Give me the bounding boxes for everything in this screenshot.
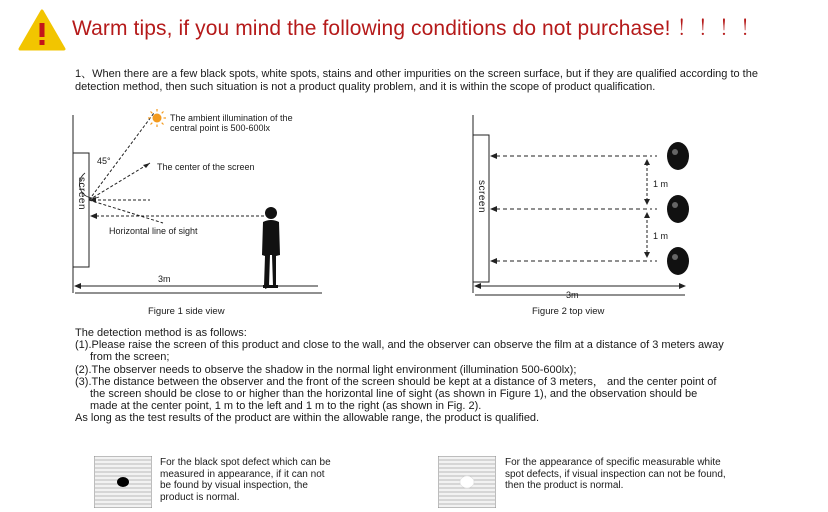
white-spot-swatch xyxy=(438,456,496,508)
black-spot-note xyxy=(160,457,370,503)
black-note-line4: product is normal. xyxy=(160,491,240,503)
black-note-line2: measured in appearance, if it can not xyxy=(160,468,325,480)
white-spot-note xyxy=(505,457,765,492)
warning-icon xyxy=(18,9,66,51)
method-heading: The detection method is as follows: xyxy=(75,327,247,339)
screen-label-top: screen xyxy=(476,180,487,214)
white-note-line3: then the product is normal. xyxy=(505,480,624,491)
black-note-line1: For the black spot defect which can be xyxy=(160,457,331,468)
gap-label-1: 1 m xyxy=(653,179,669,189)
step-3-cont2: made at the center point, 1 m to the left and 1 m to the right (as shown in Fig. 2). xyxy=(90,400,482,413)
observer-silhouette xyxy=(262,207,280,288)
observer-head-icon xyxy=(667,142,689,275)
step-3: (3).The distance between the observer and the front of the screen should be kept at a distance of 3 meters， and the center point of xyxy=(75,375,717,388)
conclusion: As long as the test results of the product are within the allowable range, the product is qualified. xyxy=(75,412,540,425)
screen-label-side: screen xyxy=(76,177,87,211)
figure2-diagram xyxy=(460,105,700,305)
ambient-line2: central point is 500-600lx xyxy=(170,123,271,133)
figure2-caption: Figure 2 top view xyxy=(532,306,605,317)
black-note-line3: be found by visual inspection, the xyxy=(160,480,308,491)
page-title: Warm tips, if you mind the following conditions do not purchase! ！！！！ xyxy=(72,17,761,40)
ambient-illumination-label xyxy=(170,113,293,133)
figure1-caption: Figure 1 side view xyxy=(148,306,225,317)
white-note-line2: spot defects, if visual inspection can not be found, xyxy=(505,468,726,480)
sight-line-label: Horizontal line of sight xyxy=(109,226,198,236)
step-2: (2).The observer needs to observe the shadow in the normal light environment (illumination 500-600lx); xyxy=(75,363,577,376)
black-spot-icon xyxy=(117,477,129,487)
angle-label: 45° xyxy=(97,156,111,166)
figure1-lines xyxy=(73,113,322,293)
step-3-cont1: the screen should be close to or higher than the horizontal line of sight (as shown in Figure 1), and the observation should be xyxy=(90,388,698,401)
figure1-diagram xyxy=(60,105,350,305)
white-spot-icon xyxy=(460,476,474,488)
white-note-line1: For the appearance of specific measurable white xyxy=(505,457,721,468)
step-1-cont: from the screen; xyxy=(90,351,170,364)
side-distance-label: 3m xyxy=(158,274,171,284)
black-spot-swatch xyxy=(94,456,152,508)
top-distance-label: 3m xyxy=(566,290,579,300)
gap-label-2: 1 m xyxy=(653,231,669,241)
intro-paragraph: 1、When there are a few black spots, white spots, stains and other impurities on the screen surface, but if they are qualified according to the detection method, then such situation is not a product quality problem, and it is within the scope of product qualification. xyxy=(75,68,758,93)
ambient-line1: The ambient illumination of the xyxy=(170,113,293,123)
screen-center-label: The center of the screen xyxy=(157,162,255,172)
step-1: (1).Please raise the screen of this product and close to the wall, and the observer can observe the film at a distance of 3 meters away xyxy=(75,339,724,352)
detection-method xyxy=(75,327,795,425)
